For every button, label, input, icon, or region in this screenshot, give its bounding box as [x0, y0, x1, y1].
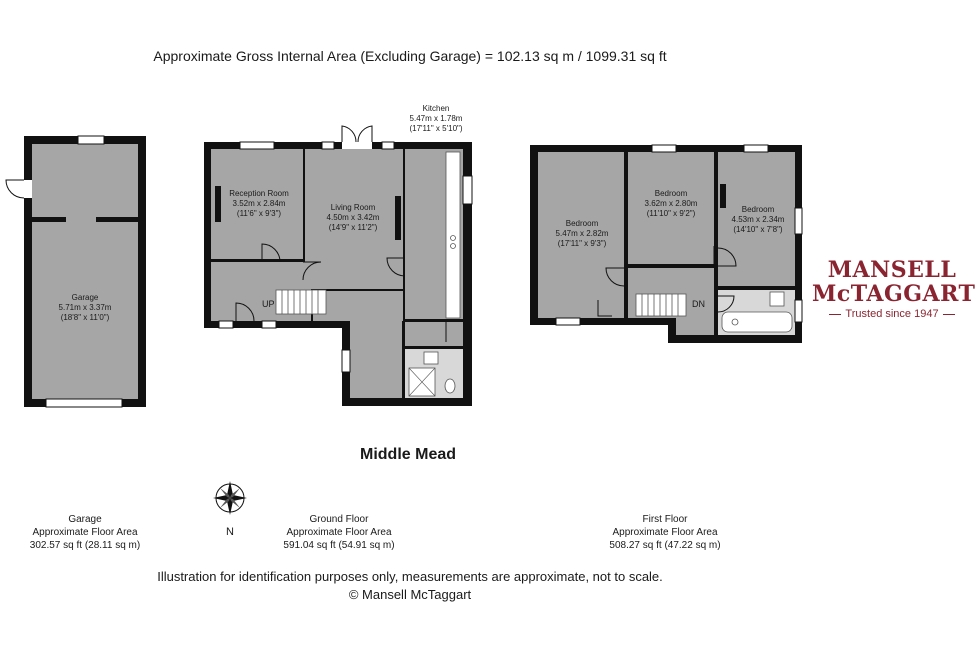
bedroom-1-label: Bedroom 5.47m x 2.82m (17'11" x 9'3") — [555, 219, 609, 248]
stairs-up-label: UP — [262, 299, 275, 309]
garage-plan — [6, 136, 146, 407]
garage-label: Garage 5.71m x 3.37m (18'8" x 11'0") — [58, 293, 112, 322]
logo-tagline: Trusted since 1947 — [845, 308, 939, 320]
ground-floor-plan — [204, 126, 472, 406]
first-floor-area: First Floor Approximate Floor Area 508.27 sq ft (47.22 sq m) — [609, 514, 721, 551]
garage-floor-area: Garage Approximate Floor Area 302.57 sq ft (28.11 sq m) — [29, 514, 141, 551]
gross-area-header: Approximate Gross Internal Area (Excluding Garage) = 102.13 sq m / 1099.31 sq ft — [153, 48, 667, 64]
living-room-label: Living Room 4.50m x 3.42m (14'9" x 11'2") — [326, 203, 380, 232]
kitchen-label: Kitchen 5.47m x 1.78m (17'11" x 5'10") — [409, 104, 463, 133]
copyright-text: © Mansell McTaggart — [348, 587, 472, 602]
disclaimer-text: Illustration for identification purposes only, measurements are approximate, not to scale. — [157, 569, 663, 584]
reception-room-label: Reception Room 3.52m x 2.84m (11'6" x 9'3") — [229, 189, 289, 218]
compass-north-label: N — [226, 526, 234, 538]
ground-floor-area: Ground Floor Approximate Floor Area 591.04 sq ft (54.91 sq m) — [283, 514, 395, 551]
logo-line-1: MANSELL — [827, 257, 957, 283]
bedroom-3-label: Bedroom 4.53m x 2.34m (14'10" x 7'8") — [731, 205, 785, 234]
brand-logo — [812, 257, 976, 320]
logo-tagline-row — [812, 308, 972, 320]
bedroom-2-label: Bedroom 3.62m x 2.80m (11'10" x 9'2") — [644, 189, 698, 218]
disclaimer-footer — [80, 568, 740, 604]
logo-rule-left — [829, 314, 841, 315]
logo-line-2: McTAGGART — [812, 281, 976, 307]
stairs-down-label: DN — [692, 299, 705, 309]
logo-rule-right — [943, 314, 955, 315]
compass-icon — [213, 481, 247, 515]
property-title: Middle Mead — [360, 446, 457, 463]
